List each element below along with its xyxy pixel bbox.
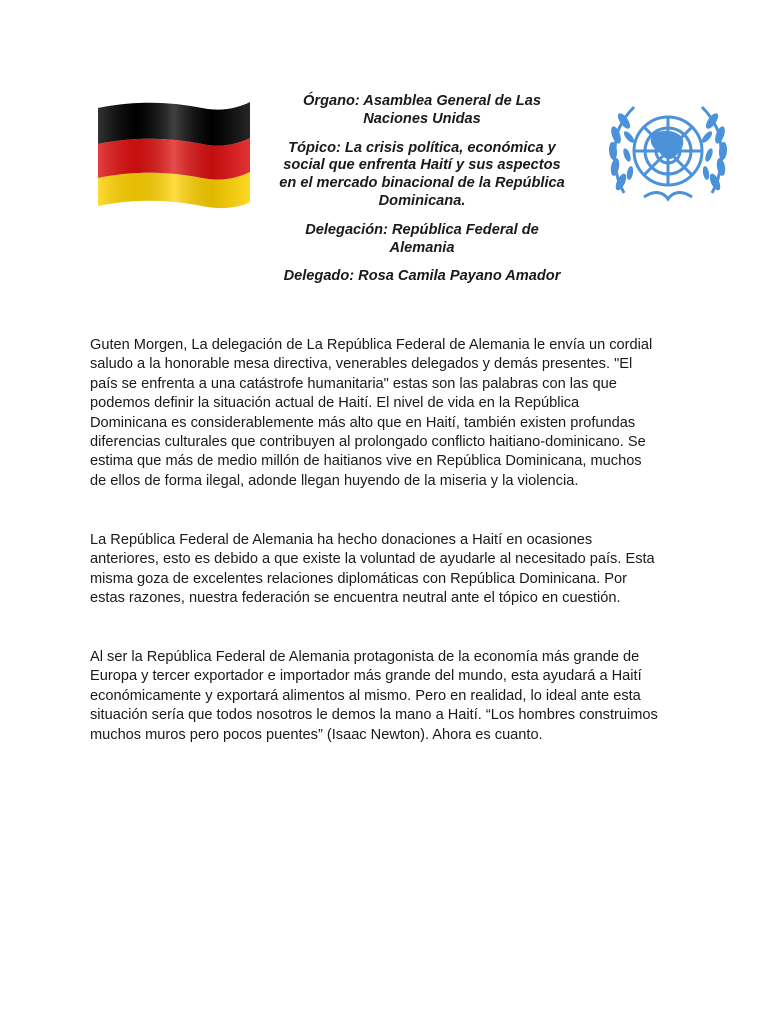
paragraph-position: La República Federal de Alemania ha hecho donaciones a Haití en ocasiones anteriores, esto es debido a que existe la voluntad de ayudarle al necesitado país. Esta misma goza de excelentes relaciones diplomáticas con República Dominicana. Por estas razones, nuestra federación se encuentra neutral ante el tópico en cuestión. <box>90 532 655 607</box>
olive-branch-left <box>608 107 636 193</box>
olive-branch-right <box>700 107 728 193</box>
paragraph-introduction: Guten Morgen, La delegación de La República Federal de Alemania le envía un cordial saludo a la honorable mesa directiva, venerables delegados y demás presentes. "El país se enfrenta a una catástrofe humanitaria" estas son las palabras con las que podemos definir la situación actual de Haití. El nivel de vida en la República Dominicana es considerablemente más alto que en Haití, también existen profundas diferencias culturales que contribuyen al prolongado conflicto haitiano-dominicano. Se estima que más de medio millón de haitianos vive en República Dominicana, muchos de ellos de forma ilegal, adonde llegan huyendo de la miseria y la violencia. <box>90 337 653 489</box>
document-header <box>268 93 576 297</box>
organo-line: Órgano: Asamblea General de Las Naciones Unidas <box>303 93 541 127</box>
germany-flag-icon <box>92 98 254 210</box>
topico-line: Tópico: La crisis política, económica y social que enfrenta Haití y sus aspectos en el mercado binacional de la República Dominicana. <box>279 139 565 209</box>
delegado-line: Delegado: Rosa Camila Payano Amador <box>283 268 561 285</box>
delegacion-line: Delegación: República Federal de Alemania <box>305 221 539 256</box>
united-nations-emblem-icon <box>604 93 732 214</box>
paragraph-conclusion: Al ser la República Federal de Alemania protagonista de la economía más grande de Europa y tercer exportador e importador más grande del mundo, esta ayudará a Haití económicamente y exportará alimentos al mismo. Pero en realidad, lo ideal ante esta situación sería que todos nosotros le demos la mano a Haití. “Los hombres construimos muchos muros pero pocos puentes” (Isaac Newton). Ahora es cuanto. <box>90 649 658 743</box>
